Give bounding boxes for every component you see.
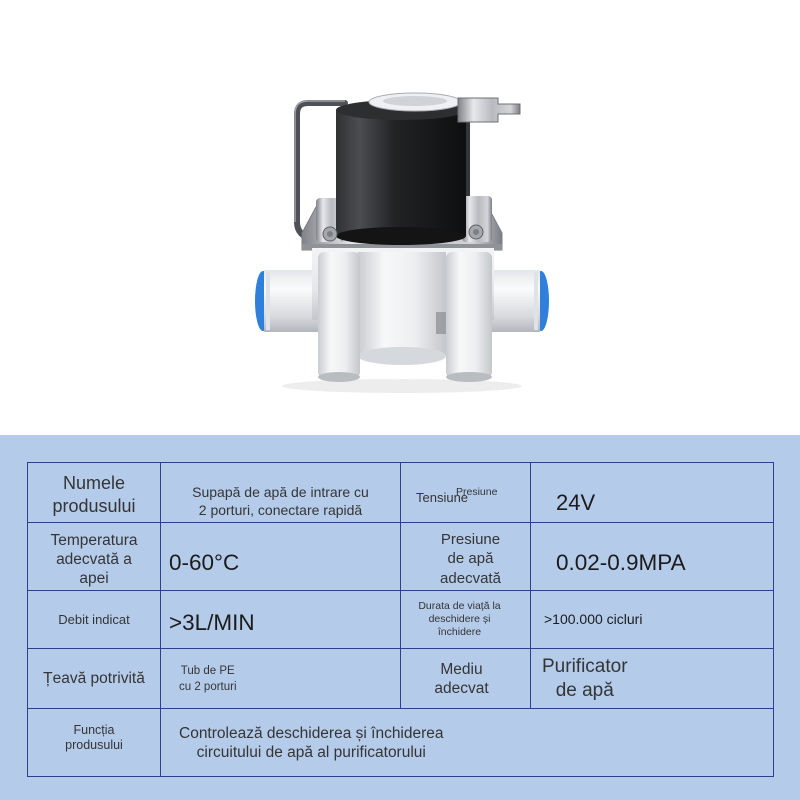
water-temperature-label-cell	[28, 523, 161, 591]
suitable-pipe-label: Țeavă potrivită	[43, 670, 145, 687]
suitable-pipe-label-cell	[28, 649, 161, 709]
product-name-label: Numele produsului	[52, 472, 136, 516]
lifespan-label: Durata de viață la deschidere și închidere	[418, 600, 501, 638]
water-pressure-label-cell	[401, 523, 531, 591]
ground-shadow	[282, 379, 522, 393]
voltage-label-cell	[401, 463, 531, 523]
terminal-connector	[458, 98, 520, 122]
valve-body	[312, 248, 494, 382]
flow-rate-value: >3L/MIN	[169, 609, 255, 635]
solenoid-coil	[336, 93, 466, 245]
spec-panel	[0, 435, 800, 800]
voltage-value: 24V	[556, 489, 596, 515]
product-name-value-cell	[161, 463, 401, 523]
suitable-medium-value-cell	[531, 649, 774, 709]
suitable-medium-label-cell	[401, 649, 531, 709]
product-name-value: Supapă de apă de intrare cu 2 porturi, conectare rapidă	[192, 483, 369, 518]
water-temperature-label: Temperatura adecvată a apei	[50, 532, 138, 587]
flow-rate-label: Debit indicat	[58, 611, 130, 627]
voltage-label: Tensiune	[416, 490, 469, 505]
water-temperature-value-cell	[161, 523, 401, 591]
flow-rate-label-cell	[28, 591, 161, 649]
spec-table	[27, 462, 774, 777]
product-function-value-cell	[161, 709, 774, 777]
voltage-value-cell	[531, 463, 774, 523]
water-temperature-value: 0-60°C	[169, 549, 240, 575]
suitable-medium-label: Mediu adecvat	[434, 660, 489, 697]
water-pressure-label: Presiune de apă adecvată	[440, 530, 501, 587]
lifespan-label-cell	[401, 591, 531, 649]
suitable-medium-value: Purificator de apă	[542, 655, 628, 701]
product-function-value: Controlează deschiderea și închiderea circuitului de apă al purificatorului	[179, 724, 444, 761]
flow-rate-value-cell	[161, 591, 401, 649]
product-function-label: Funcția produsului	[65, 723, 123, 752]
suitable-pipe-value: Tub de PE cu 2 porturi	[179, 664, 237, 693]
lifespan-value: >100.000 cicluri	[544, 611, 643, 627]
water-pressure-value-cell	[531, 523, 774, 591]
voltage-label-overlap-text: Presiune	[456, 486, 498, 498]
water-pressure-value: 0.02-0.9MPA	[556, 549, 686, 575]
product-function-label-cell	[28, 709, 161, 777]
suitable-pipe-value-cell	[161, 649, 401, 709]
product-name-label-cell	[28, 463, 161, 523]
lifespan-value-cell	[531, 591, 774, 649]
